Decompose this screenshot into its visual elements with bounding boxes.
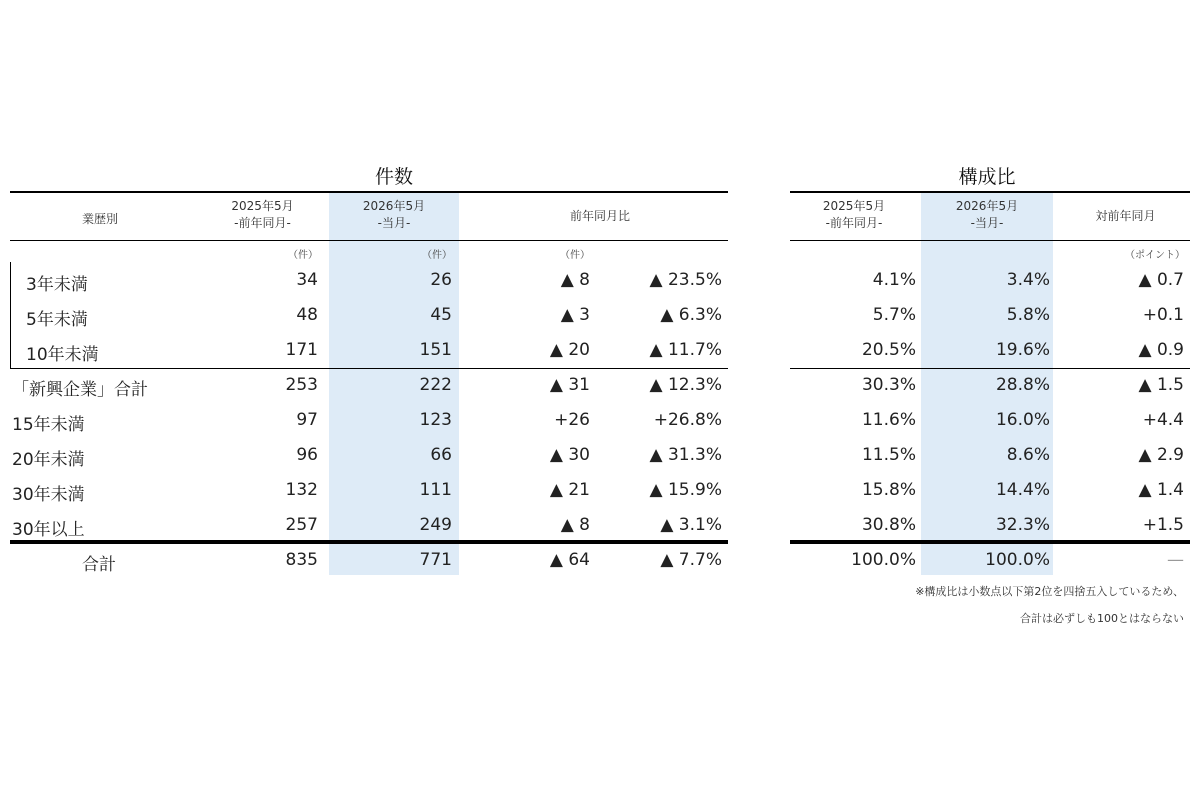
row-share-prev-cell: 11.6% [861, 410, 916, 430]
row-share-diff-cell: ▲ 0.9 [1138, 340, 1184, 360]
row-share-curr-cell: 28.8% [995, 375, 1050, 395]
section-title-share: 構成比 [958, 166, 1016, 188]
header-share-prev-year: 2025年5月 -前年同月- [822, 199, 886, 230]
header-share-curr-year: 2026年5月 -当月- [955, 199, 1019, 230]
header-category: 業歴別 [81, 212, 118, 226]
row-share-curr-cell: 14.4% [995, 480, 1050, 500]
header-rule-left [10, 240, 728, 241]
row-pct-cell: ▲ 11.7% [649, 340, 722, 360]
total-row-label: 合計 [82, 555, 116, 575]
header-rule-right [790, 240, 1190, 241]
row-curr-cell: 26 [430, 270, 452, 290]
row-label: 10年未満 [26, 345, 99, 365]
row-pct-cell: ▲ 31.3% [649, 445, 722, 465]
row-share-prev-cell: 15.8% [861, 480, 916, 500]
row-prev-cell: 132 [285, 480, 318, 500]
total-rule-left [10, 540, 728, 544]
total-share-prev-cell: 100.0% [851, 550, 916, 570]
row-prev-cell: 253 [285, 375, 318, 395]
row-diff-cell: ▲ 8 [560, 515, 590, 535]
total-diff-cell: ▲ 64 [549, 550, 590, 570]
top-rule-left [10, 191, 728, 193]
row-curr-cell: 249 [419, 515, 452, 535]
row-curr-cell: 151 [419, 340, 452, 360]
header-yoy: 前年同月比 [569, 209, 630, 223]
row-curr-cell: 111 [419, 480, 452, 500]
row-label: 20年未満 [12, 450, 85, 470]
row-diff-cell: ▲ 8 [560, 270, 590, 290]
total-curr-cell: 771 [419, 550, 452, 570]
row-diff-cell: ▲ 20 [549, 340, 590, 360]
row-diff-cell: ▲ 30 [549, 445, 590, 465]
row-diff-cell: +26 [554, 410, 590, 430]
row-share-prev-cell: 30.8% [861, 515, 916, 535]
row-share-prev-cell: 5.7% [872, 305, 916, 325]
header-curr-year: 2026年5月 -当月- [362, 199, 426, 230]
row-pct-cell: +26.8% [653, 410, 722, 430]
row-curr-cell: 222 [419, 375, 452, 395]
top-rule-right [790, 191, 1190, 193]
row-prev-cell: 34 [296, 270, 318, 290]
row-pct-cell: ▲ 15.9% [649, 480, 722, 500]
row-pct-cell: ▲ 6.3% [660, 305, 722, 325]
row-pct-cell: ▲ 3.1% [660, 515, 722, 535]
row-share-prev-cell: 4.1% [872, 270, 916, 290]
footnote-line-1: ※構成比は小数点以下第2位を四捨五入しているため、 [915, 585, 1184, 598]
row-share-curr-cell: 8.6% [1006, 445, 1050, 465]
total-rule-right [790, 540, 1190, 544]
row-label: 30年未満 [12, 485, 85, 505]
header-prev-year: 2025年5月 -前年同月- [231, 199, 294, 230]
row-share-diff-cell: ▲ 0.7 [1138, 270, 1184, 290]
row-share-diff-cell: +1.5 [1142, 515, 1184, 535]
row-share-diff-cell: +0.1 [1142, 305, 1184, 325]
row-label: 3年未満 [26, 275, 88, 295]
row-share-prev-cell: 30.3% [861, 375, 916, 395]
row-share-curr-cell: 3.4% [1006, 270, 1050, 290]
section-title-count: 件数 [374, 166, 413, 188]
startup-total-rule-left [10, 368, 728, 369]
row-label: 5年未満 [26, 310, 88, 330]
total-pct-cell: ▲ 7.7% [660, 550, 722, 570]
row-label: 30年以上 [12, 520, 85, 540]
row-prev-cell: 96 [296, 445, 318, 465]
row-curr-cell: 66 [430, 445, 452, 465]
unit-diff: （件） [560, 250, 590, 261]
startup-total-rule-right [790, 368, 1190, 369]
row-pct-cell: ▲ 12.3% [649, 375, 722, 395]
row-diff-cell: ▲ 31 [549, 375, 590, 395]
total-share-diff-cell: — [1167, 550, 1184, 570]
row-label: 「新興企業」合計 [12, 380, 148, 400]
row-curr-cell: 45 [430, 305, 452, 325]
row-prev-cell: 97 [296, 410, 318, 430]
row-share-prev-cell: 11.5% [861, 445, 916, 465]
header-share-diff: 対前年同月 [1095, 209, 1156, 223]
row-pct-cell: ▲ 23.5% [649, 270, 722, 290]
row-curr-cell: 123 [419, 410, 452, 430]
row-label: 15年未満 [12, 415, 85, 435]
unit-prev: （件） [288, 250, 318, 261]
total-share-curr-cell: 100.0% [985, 550, 1050, 570]
unit-point: （ポイント） [1125, 250, 1185, 261]
row-share-diff-cell: +4.4 [1142, 410, 1184, 430]
row-share-prev-cell: 20.5% [861, 340, 916, 360]
row-share-curr-cell: 32.3% [995, 515, 1050, 535]
row-diff-cell: ▲ 3 [560, 305, 590, 325]
row-share-diff-cell: ▲ 2.9 [1138, 445, 1184, 465]
row-prev-cell: 171 [285, 340, 318, 360]
startup-group-bracket [10, 262, 11, 368]
row-prev-cell: 257 [285, 515, 318, 535]
row-share-curr-cell: 19.6% [995, 340, 1050, 360]
unit-curr: （件） [422, 250, 452, 261]
footnote-line-2: 合計は必ずしも100とはならない [1020, 612, 1184, 625]
row-share-curr-cell: 16.0% [995, 410, 1050, 430]
row-share-curr-cell: 5.8% [1006, 305, 1050, 325]
row-diff-cell: ▲ 21 [549, 480, 590, 500]
row-share-diff-cell: ▲ 1.4 [1138, 480, 1184, 500]
row-share-diff-cell: ▲ 1.5 [1138, 375, 1184, 395]
row-prev-cell: 48 [296, 305, 318, 325]
total-prev-cell: 835 [285, 550, 318, 570]
